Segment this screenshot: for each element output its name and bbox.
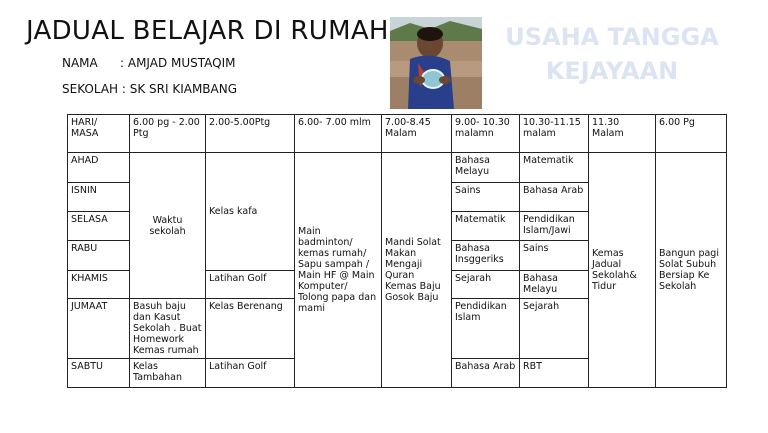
sesi1-cell: Sains	[452, 183, 520, 212]
jumaat-pagi-cell: Basuh baju dan Kasut Sekolah . Buat Homework Kemas rumah	[130, 299, 206, 359]
name-value: : AMJAD MUSTAQIM	[120, 56, 236, 70]
name-label: NAMA	[62, 56, 98, 70]
waktu-sekolah-cell: Waktu sekolah	[130, 153, 206, 299]
table-row	[68, 153, 727, 183]
sesi2-cell: Sejarah	[520, 299, 589, 359]
sesi2-cell: RBT	[520, 359, 589, 388]
sesi2-cell: Sains	[520, 241, 589, 271]
day-cell: AHAD	[68, 153, 130, 183]
day-cell: KHAMIS	[68, 271, 130, 299]
header-cell: 6.00- 7.00 mlm	[295, 115, 382, 153]
student-photo	[390, 17, 482, 109]
khamis-petang-cell: Latihan Golf	[206, 271, 295, 299]
sesi1-cell: Bahasa Melayu	[452, 153, 520, 183]
day-cell: RABU	[68, 241, 130, 271]
sabtu-petang-cell: Latihan Golf	[206, 359, 295, 388]
sesi1-cell: Sejarah	[452, 271, 520, 299]
pagi-cell: Bangun pagi Solat Subuh Bersiap Ke Sekolah	[656, 153, 727, 388]
header-cell: 7.00-8.45 Malam	[382, 115, 452, 153]
student-photo-image	[390, 17, 482, 109]
header-cell: 6.00 Pg	[656, 115, 727, 153]
kelas-kafa-cell: Kelas kafa	[206, 153, 295, 271]
header-cell: 6.00 pg - 2.00 Ptg	[130, 115, 206, 153]
page-title: JADUAL BELAJAR DI RUMAH	[26, 16, 389, 46]
jumaat-petang-cell: Kelas Berenang	[206, 299, 295, 359]
schedule-table	[67, 114, 727, 388]
header-cell: 10.30-11.15 malam	[520, 115, 589, 153]
motto-line-2: KEJAYAAN	[545, 57, 679, 85]
sabtu-pagi-cell: Kelas Tambahan	[130, 359, 206, 388]
motto-line-1: USAHA TANGGA	[505, 23, 719, 51]
student-name	[62, 56, 236, 70]
day-cell: SABTU	[68, 359, 130, 388]
header-cell: HARI/ MASA	[68, 115, 130, 153]
sesi2-cell: Matematik	[520, 153, 589, 183]
sesi2-cell: Bahasa Arab	[520, 183, 589, 212]
sesi2-cell: Pendidikan Islam/Jawi	[520, 212, 589, 241]
motto	[490, 20, 734, 88]
header-row	[68, 115, 727, 153]
day-cell: SELASA	[68, 212, 130, 241]
header-cell: 11.30 Malam	[589, 115, 656, 153]
sesi1-cell: Matematik	[452, 212, 520, 241]
sesi1-cell: Pendidikan Islam	[452, 299, 520, 359]
sesi2-cell: Bahasa Melayu	[520, 271, 589, 299]
tidur-cell: Kemas Jadual Sekolah& Tidur	[589, 153, 656, 388]
mandi-cell: Mandi Solat Makan Mengaji Quran Kemas Baju Gosok Baju	[382, 153, 452, 388]
malam-aktiviti-cell: Main badminton/ kemas rumah/ Sapu sampah / Main HF @ Main Komputer/ Tolong papa dan mami	[295, 153, 382, 388]
sesi1-cell: Bahasa Arab	[452, 359, 520, 388]
school-name: SEKOLAH : SK SRI KIAMBANG	[62, 82, 238, 96]
header-cell: 9.00- 10.30 malamn	[452, 115, 520, 153]
header-cell: 2.00-5.00Ptg	[206, 115, 295, 153]
day-cell: JUMAAT	[68, 299, 130, 359]
day-cell: ISNIN	[68, 183, 130, 212]
sesi1-cell: Bahasa Insggeriks	[452, 241, 520, 271]
